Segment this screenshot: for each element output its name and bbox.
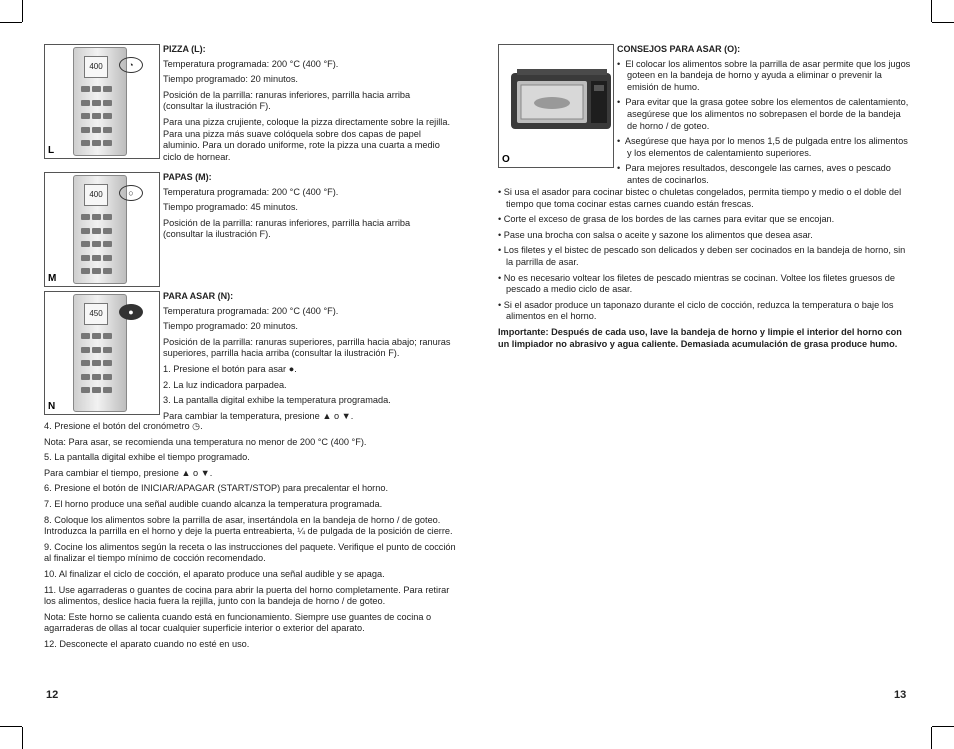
tips-list — [498, 187, 912, 354]
figure-l — [44, 44, 160, 159]
crop-mark — [931, 0, 932, 22]
bullet: • Asegúrese que haya por lo menos 1,5 de pulgada entre los alimentos y los elementos de calentamiento superiores. — [617, 136, 908, 158]
section-title: PARA ASAR (N): — [163, 291, 234, 301]
pizza-section — [163, 44, 453, 167]
digital-display: 400 — [84, 56, 108, 78]
step: 7. El horno produce una señal audible cuando alcanza la temperatura programada. — [44, 498, 383, 509]
paragraph: Para cambiar el tiempo, presione ▲ o ▼. — [44, 467, 213, 478]
note: Nota: Este horno se calienta cuando está en funcionamiento. Siempre use guantes de cocina o agarraderas de ollas al tocar cualquier superficie interior o exterior del aparato. — [44, 611, 432, 634]
paragraph: Posición de la parrilla: ranuras inferiores, parrilla hacia arriba (consultar la ilustración F). — [163, 89, 411, 112]
step: 9. Cocine los alimentos según la receta o las instrucciones del paquete. Verifique el punto de cocción al finalizar el tiempo mínimo de cocción recomendado. — [44, 541, 456, 564]
bullet: • No es necesario voltear los filetes de pescado mientras se cocinan. Voltee los filetes gruesos de pescado a medio ciclo de asar. — [498, 272, 895, 295]
figure-label: N — [48, 401, 56, 413]
figure-label: O — [502, 154, 510, 166]
broil-button-icon: ● — [288, 363, 295, 374]
page-number: 13 — [894, 689, 907, 701]
bullet: • Para mejores resultados, descongele las carnes, aves o pescado antes de cocinarlos. — [617, 163, 891, 185]
figure-n — [44, 291, 160, 415]
broil-icon: ● — [119, 304, 143, 320]
step: 5. La pantalla digital exhibe el tiempo programado. — [44, 452, 250, 463]
tips-section — [617, 44, 912, 191]
bullet: • Si usa el asador para cocinar bistec o chuletas congelados, permita tiempo y medio o el doble del tiempo que toma cocinar estas carnes cuando están frescas. — [498, 187, 902, 209]
paragraph: Temperatura programada: 200 °C (400 °F). — [163, 58, 339, 69]
important-note: Importante: Después de cada uso, lave la bandeja de horno y limpie el interior del horno con un limpiador no abrasivo y agua caliente. Demasiada acumulación de grasa produce humo. — [498, 326, 902, 349]
crop-mark — [932, 726, 954, 727]
step: 2. La luz indicadora parpadea. — [163, 379, 287, 390]
bullet: • Los filetes y el bistec de pescado son delicados y deben ser cocinados en la bandeja de horno, sin la parrilla de asar. — [498, 245, 906, 267]
section-title: PAPAS (M): — [163, 172, 212, 182]
timer-icon: ◷ — [192, 421, 201, 431]
digital-display: 400 — [84, 184, 108, 206]
section-title: PIZZA (L): — [163, 44, 206, 54]
paragraph: Temperatura programada: 200 °C (400 °F). — [163, 186, 339, 197]
pizza-icon: ◔ — [119, 57, 143, 73]
digital-display: 450 — [84, 303, 108, 325]
panel-buttons — [80, 331, 120, 399]
figure-label: L — [48, 145, 55, 157]
step: 11. Use agarraderas o guantes de cocina para abrir la puerta del horno completamente. Para retirar los alimentos, deslice hacia fuera la rejilla, junto con la bandeja de horno / de goteo. — [44, 584, 450, 607]
step: 4. Presione el botón del cronómetro ◷. — [44, 421, 203, 431]
panel-buttons — [80, 84, 120, 152]
crop-mark — [22, 0, 23, 22]
potato-icon: ○ — [119, 185, 143, 201]
paragraph: Tiempo programado: 20 minutos. — [163, 321, 298, 332]
step: 1. Presione el botón para asar ●. — [163, 363, 297, 374]
step: 12. Desconecte el aparato cuando no esté en uso. — [44, 638, 250, 649]
page-number: 12 — [46, 689, 59, 701]
paragraph: Posición de la parrilla: ranuras superiores, parrilla hacia abajo; ranuras superiores, parrilla hacia arriba (consultar la ilustración F). — [163, 336, 451, 359]
asar-section — [163, 291, 455, 426]
step: 6. Presione el botón de INICIAR/APAGAR (START/STOP) para precalentar el horno. — [44, 483, 389, 494]
bullet: • Si el asador produce un taponazo durante el ciclo de cocción, reduzca la temperatura o baje los alimentos en el horno. — [498, 299, 894, 322]
bullet: • Para evitar que la grasa gotee sobre los elementos de calentamiento, asegúrese que los alimentos no sobrepasen el borde de la bandeja de horno / de goteo. — [617, 97, 909, 131]
paragraph: Tiempo programado: 20 minutos. — [163, 74, 298, 85]
paragraph: Para cambiar la temperatura, presione ▲ o ▼. — [163, 410, 354, 421]
figure-m — [44, 172, 160, 287]
crop-mark — [931, 727, 932, 749]
bullet: • El colocar los alimentos sobre la parrilla de asar permite que los jugos goteen en la bandeja de horno y ayuda a eliminar o prevenir la emisión de humo. — [617, 58, 911, 92]
paragraph: Temperatura programada: 200 °C (400 °F). — [163, 305, 339, 316]
step: 3. La pantalla digital exhibe la temperatura programada. — [163, 395, 391, 406]
steps-continued — [44, 421, 456, 655]
crop-mark — [932, 22, 954, 23]
crop-mark — [22, 727, 23, 749]
note: Nota: Para asar, se recomienda una temperatura no menor de 200 °C (400 °F). — [44, 436, 367, 447]
figure-o — [498, 44, 614, 168]
papas-section — [163, 172, 453, 245]
paragraph: Posición de la parrilla: ranuras inferiores, parrilla hacia arriba (consultar la ilustración F). — [163, 217, 411, 240]
crop-mark — [0, 22, 22, 23]
figure-label: M — [48, 273, 57, 285]
paragraph: Para una pizza crujiente, coloque la pizza directamente sobre la rejilla. Para una pizza más suave colóquela sobre dos capas de papel aluminio. Para un dorado uniforme, rote la pizza una cuarta a medio ciclo de hornear. — [163, 116, 451, 162]
crop-mark — [0, 726, 22, 727]
step: 10. Al finalizar el ciclo de cocción, el aparato produce una señal audible y se apaga. — [44, 568, 385, 579]
step: 8. Coloque los alimentos sobre la parrilla de asar, insertándola en la bandeja de horno / de goteo. Introduzca la parrilla en el horno y deje la puerta entreabierta, ¼ de pulgada de la posición de cierre. — [44, 514, 453, 537]
bullet: • Pase una brocha con salsa o aceite y sazone los alimentos que desea asar. — [498, 229, 813, 240]
panel-buttons — [80, 212, 120, 280]
bullet: • Corte el exceso de grasa de los bordes de las carnes para evitar que se encojan. — [498, 214, 835, 225]
toaster-oven-illustration — [507, 65, 617, 135]
section-title: CONSEJOS PARA ASAR (O): — [617, 44, 741, 54]
paragraph: Tiempo programado: 45 minutos. — [163, 202, 298, 213]
